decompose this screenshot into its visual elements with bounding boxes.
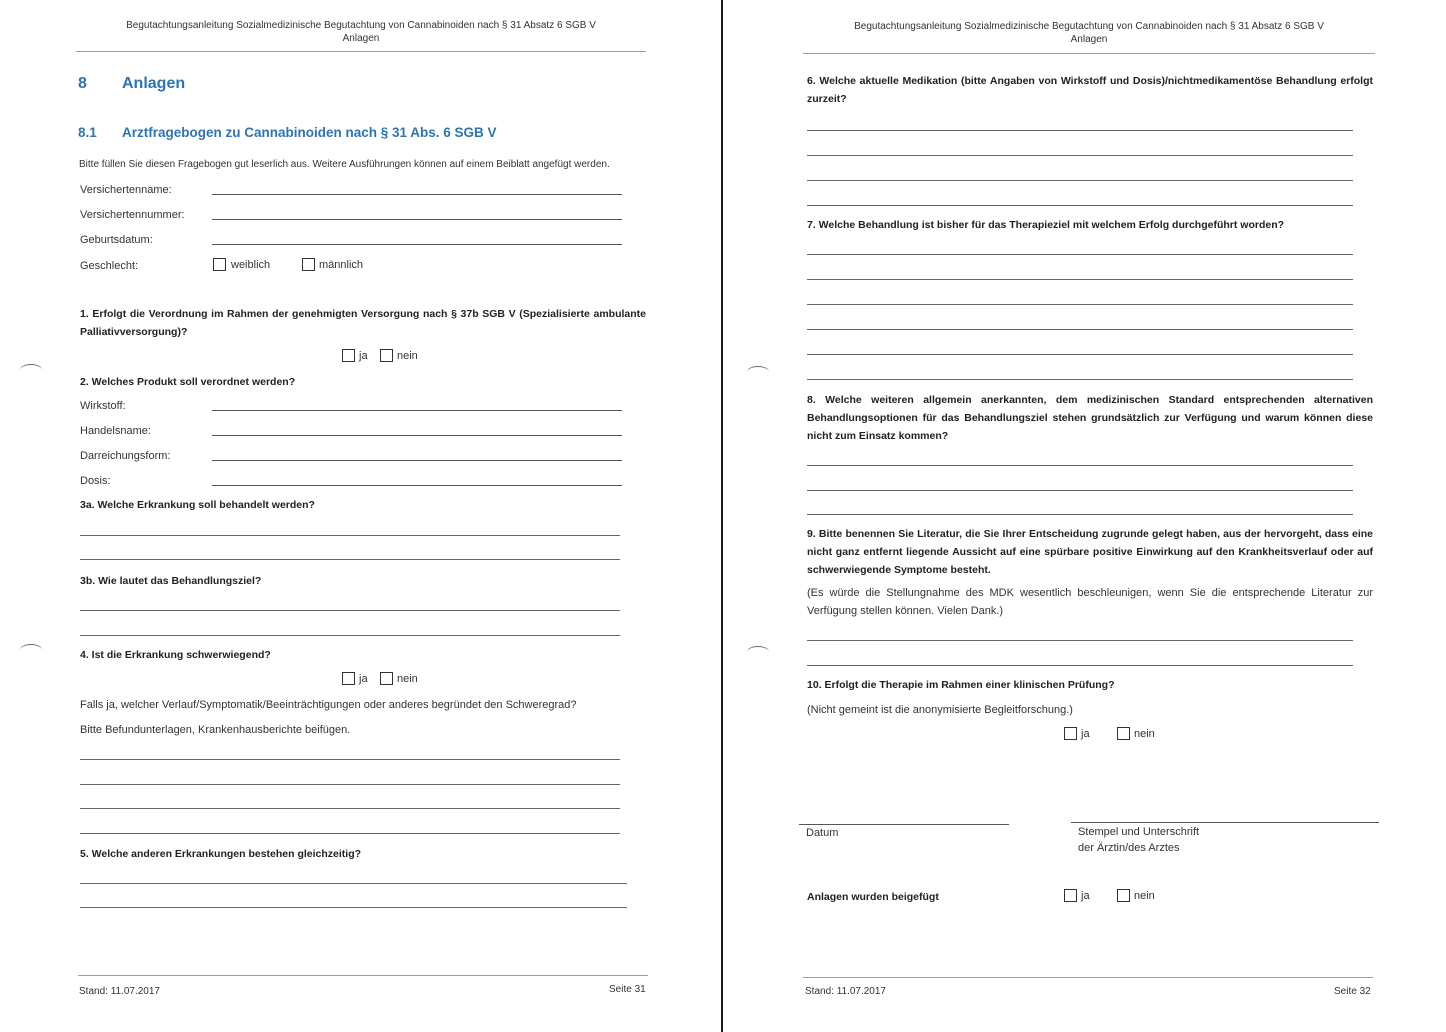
header-title: Begutachtungsanleitung Sozialmedizinische Begutachtung von Cannabinoiden nach § 31 Absatz 6 SGB V xyxy=(854,21,1324,32)
section-title: Anlagen xyxy=(122,75,186,92)
answer-line[interactable] xyxy=(80,759,620,760)
q1-no-label: nein xyxy=(397,350,418,362)
field-label-trade: Handelsname: xyxy=(80,425,151,437)
section-number: 8 xyxy=(78,75,87,92)
punch-hole-mark xyxy=(747,366,769,378)
field-label-dose: Dosis: xyxy=(80,475,111,487)
answer-line[interactable] xyxy=(80,784,620,785)
answer-line[interactable] xyxy=(80,883,627,884)
subsection-title: Arztfragebogen zu Cannabinoiden nach § 31 Abs. 6 SGB V xyxy=(122,125,497,140)
q10-no-label: nein xyxy=(1134,728,1155,740)
question-5: 5. Welche anderen Erkrankungen bestehen gleichzeitig? xyxy=(80,848,362,860)
question-4: 4. Ist die Erkrankung schwerwiegend? xyxy=(80,649,271,661)
answer-line[interactable] xyxy=(80,833,620,834)
answer-line[interactable] xyxy=(80,808,620,809)
stamp-label-line1: Stempel und Unterschrift xyxy=(1078,826,1200,838)
header-subtitle: Anlagen xyxy=(342,33,380,44)
answer-line[interactable] xyxy=(807,130,1353,131)
header-title: Begutachtungsanleitung Sozialmedizinische Begutachtung von Cannabinoiden nach § 31 Absatz 6 SGB V xyxy=(126,20,596,31)
answer-line[interactable] xyxy=(80,907,627,908)
header-subtitle: Anlagen xyxy=(1070,34,1108,45)
q10-checkbox-yes[interactable] xyxy=(1064,727,1077,740)
question-2: 2. Welches Produkt soll verordnet werden? xyxy=(80,376,296,388)
punch-hole-mark xyxy=(20,644,42,656)
form-input-line[interactable] xyxy=(212,460,622,461)
question-3a: 3a. Welche Erkrankung soll behandelt werden? xyxy=(80,499,315,511)
attachments-no-label: nein xyxy=(1134,890,1155,902)
q4-no-label: nein xyxy=(397,673,418,685)
q10-yes-label: ja xyxy=(1081,728,1090,740)
punch-hole-mark xyxy=(20,364,42,376)
attachments-checkbox-no[interactable] xyxy=(1117,889,1130,902)
checkbox-male[interactable] xyxy=(302,258,315,271)
q4-checkbox-no[interactable] xyxy=(380,672,393,685)
answer-line[interactable] xyxy=(807,354,1353,355)
footer-page-number: Seite 32 xyxy=(1334,986,1371,997)
footer-rule xyxy=(803,977,1373,978)
answer-line[interactable] xyxy=(807,665,1353,666)
answer-line[interactable] xyxy=(807,329,1353,330)
checkbox-female[interactable] xyxy=(213,258,226,271)
question-9: 9. Bitte benennen Sie Literatur, die Sie Ihrer Entscheidung zugrunde gelegt haben, aus der hervorgeht, dass eine nicht ganz entfernt liegende Aussicht auf eine spürbare positive Einwirkung auf den Krankheitsverlauf oder auf schwerwiegende Symptome besteht. xyxy=(807,528,1373,576)
answer-line[interactable] xyxy=(80,535,620,536)
answer-line[interactable] xyxy=(807,465,1353,466)
checkbox-male-label: männlich xyxy=(319,259,364,271)
field-label-substance: Wirkstoff: xyxy=(80,400,126,412)
question-9-note: (Es würde die Stellungnahme des MDK wesentlich beschleunigen, wenn Sie die entsprechende Literatur zur Verfügung stellen können. Vielen Dank.) xyxy=(807,587,1373,617)
field-label-birth: Geburtsdatum: xyxy=(80,234,153,246)
question-7: 7. Welche Behandlung ist bisher für das Therapieziel mit welchem Erfolg durchgeführt worden? xyxy=(807,219,1285,231)
page-31 xyxy=(0,0,721,1032)
attachments-label: Anlagen wurden beigefügt xyxy=(807,891,939,903)
q4-checkbox-yes[interactable] xyxy=(342,672,355,685)
name-input-line[interactable] xyxy=(212,194,622,195)
answer-line[interactable] xyxy=(807,379,1353,380)
q1-checkbox-no[interactable] xyxy=(380,349,393,362)
answer-line[interactable] xyxy=(807,155,1353,156)
header-rule xyxy=(76,51,646,52)
answer-line[interactable] xyxy=(807,490,1353,491)
field-label-number: Versichertennummer: xyxy=(80,209,185,221)
answer-line[interactable] xyxy=(807,514,1353,515)
q1-yes-label: ja xyxy=(359,350,368,362)
answer-line[interactable] xyxy=(807,254,1353,255)
footer-date: Stand: 11.07.2017 xyxy=(805,986,886,997)
q4-followup: Falls ja, welcher Verlauf/Symptomatik/Beeinträchtigungen oder anderes begründet den Schweregrad? xyxy=(80,699,577,711)
footer-rule xyxy=(78,975,648,976)
q4-yes-label: ja xyxy=(359,673,368,685)
number-input-line[interactable] xyxy=(212,219,622,220)
q4-note: Bitte Befundunterlagen, Krankenhausberichte beifügen. xyxy=(80,724,351,736)
question-3b: 3b. Wie lautet das Behandlungsziel? xyxy=(80,575,262,587)
intro-text: Bitte füllen Sie diesen Fragebogen gut leserlich aus. Weitere Ausführungen können auf einem Beiblatt angefügt werden. xyxy=(79,159,610,170)
page-header xyxy=(76,19,646,45)
dose-input-line[interactable] xyxy=(212,485,622,486)
answer-line[interactable] xyxy=(807,279,1353,280)
q10-checkbox-no[interactable] xyxy=(1117,727,1130,740)
trade-input-line[interactable] xyxy=(212,435,622,436)
field-label-name: Versichertenname: xyxy=(80,184,172,196)
answer-line[interactable] xyxy=(807,640,1353,641)
field-label-gender: Geschlecht: xyxy=(80,260,139,272)
answer-line[interactable] xyxy=(807,205,1353,206)
stamp-signature-line[interactable] xyxy=(1071,822,1379,823)
birth-input-line[interactable] xyxy=(212,244,622,245)
date-label: Datum xyxy=(806,827,839,839)
stamp-label-line2: der Ärztin/des Arztes xyxy=(1078,842,1180,854)
footer-page-number: Seite 31 xyxy=(609,984,646,995)
answer-line[interactable] xyxy=(80,610,620,611)
question-1: 1. Erfolgt die Verordnung im Rahmen der genehmigten Versorgung nach § 37b SGB V (Spezialisierte ambulante Palliativversorgung)? xyxy=(80,308,646,338)
subsection-number: 8.1 xyxy=(78,125,97,140)
attachments-yes-label: ja xyxy=(1081,890,1090,902)
answer-line[interactable] xyxy=(80,635,620,636)
checkbox-female-label: weiblich xyxy=(231,259,271,271)
field-label-form: Darreichungsform: xyxy=(80,450,171,462)
footer-date: Stand: 11.07.2017 xyxy=(79,986,160,997)
answer-line[interactable] xyxy=(80,559,620,560)
punch-hole-mark xyxy=(747,646,769,658)
q1-checkbox-yes[interactable] xyxy=(342,349,355,362)
substance-input-line[interactable] xyxy=(212,410,622,411)
question-6: 6. Welche aktuelle Medikation (bitte Angaben von Wirkstoff und Dosis)/nichtmedikamentöse Behandlung erfolgt zurzeit? xyxy=(807,75,1373,105)
question-10-note: (Nicht gemeint ist die anonymisierte Begleitforschung.) xyxy=(807,704,1073,716)
question-10: 10. Erfolgt die Therapie im Rahmen einer klinischen Prüfung? xyxy=(807,679,1115,691)
answer-line[interactable] xyxy=(807,180,1353,181)
date-signature-line[interactable] xyxy=(799,824,1009,825)
page-32 xyxy=(723,0,1446,1032)
question-8: 8. Welche weiteren allgemein anerkannten, dem medizinischen Standard entsprechenden alternativen Behandlungsoptionen für das Behandlungsziel stehen grundsätzlich zur Verfügung und warum können diese nicht zum Einsatz kommen? xyxy=(807,394,1373,442)
attachments-checkbox-yes[interactable] xyxy=(1064,889,1077,902)
answer-line[interactable] xyxy=(807,304,1353,305)
page-header xyxy=(803,20,1375,46)
header-rule xyxy=(803,53,1375,54)
